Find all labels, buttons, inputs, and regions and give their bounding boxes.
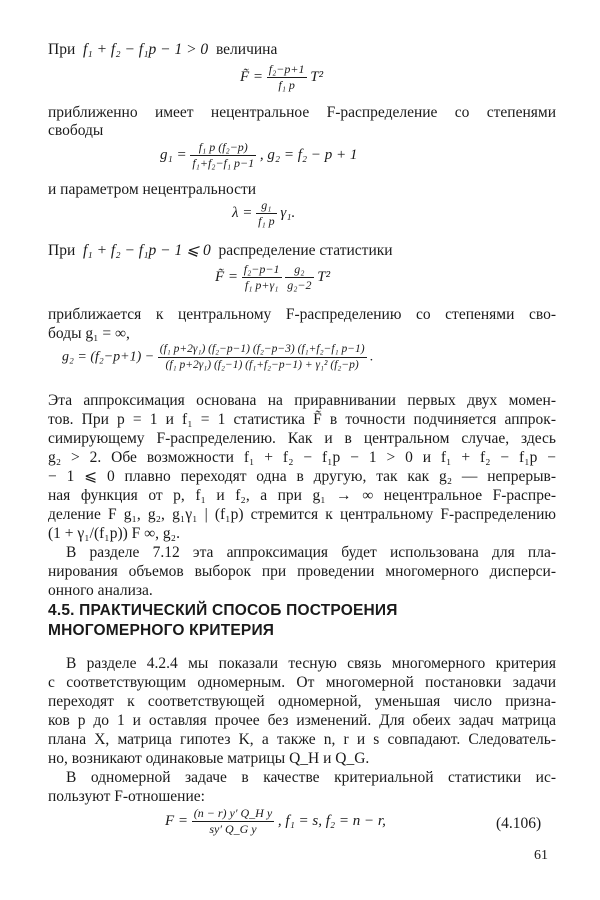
paragraph-line: В одномерной задаче в качестве критериальной статистики ис- (66, 769, 556, 786)
formula-g1: g₁ = $\frac{\text{f₁ p (f₂−p)}}{\text{f₁+f₂−f₁ p−1}}$ , g₂ = f₂ − p + 1 (160, 140, 358, 170)
paragraph-line: Эта аппроксимация основана на приравнивании первых двух момен- (48, 392, 556, 409)
paragraph-line: пользуют F-отношение: (48, 788, 205, 805)
paragraph-line: ков p до 1 и оставляя прочее без изменений. Для обеих задач матрица (48, 712, 556, 729)
paragraph-line: плана X, матрица гипотез K, а также n, r и s совпадают. Следователь- (48, 731, 556, 748)
paragraph-line: онного анализа. (48, 582, 153, 599)
formula-F-ratio: F = $\frac{\text{(n − r) y′ Q\_H y}}{\text{sy′ Q\_G y}}$ , f₁ = s, f₂ = n − r, (165, 806, 386, 836)
paragraph-line: симирующему F-распределению. Как и в центральном случае, здесь (48, 430, 556, 447)
paragraph-line: приближенно имеет нецентральное F-распределение со степенями (48, 104, 556, 121)
formula-g2-long: g₂ = (f₂−p+1) − $\frac{\text{(f₁ p+2γ₁) (f₂−p−1) (f₂−p−3) (f₁+f₂−f₁ p−1)}}{\text{(f₁ p+2γ₁) (f₂−1) (f₁+f₂−p−1) + γ₁² (f₂−p)}}$ . (62, 343, 374, 371)
paragraph-line: ная функция от p, f₁ и f₂, а при g₁ → ∞ нецентральное F-распре- (48, 487, 556, 504)
paragraph-line: с соответствующим одномерным. От многомерной постановки задачи (48, 674, 556, 691)
section-heading: 4.5. ПРАКТИЧЕСКИЙ СПОСОБ ПОСТРОЕНИЯ (48, 602, 398, 619)
paragraph-line: При f₁ + f₂ − f₁p − 1 ⩽ 0 распределение статистики (48, 242, 393, 259)
paragraph-line: В разделе 7.12 эта аппроксимация будет использована для пла- (66, 544, 556, 561)
paragraph-line: но, возникают одинаковые матрицы Q_H и Q_G. (48, 750, 370, 767)
paragraph-line: приближается к центральному F-распределению со степенями сво- (48, 306, 556, 323)
paragraph-line: переходят к соответствующей одномерной, уменьшая число призна- (48, 693, 556, 710)
paragraph-line: тов. При p = 1 и f₁ = 1 статистика F̃ в точности подчиняется аппрок- (48, 411, 556, 428)
paragraph-line: боды g₁ = ∞, (48, 325, 130, 342)
page-number: 61 (534, 848, 548, 863)
formula-lambda: λ = $\frac{\text{g₁}}{\text{f₁ p}}$ γ₁. (232, 198, 296, 228)
paragraph-line: g₂ > 2. Обе возможности f₁ + f₂ − f₁p − 1 > 0 и f₁ + f₂ − f₁p − (48, 449, 556, 466)
paragraph-line: нирования объемов выборок при проведении многомерного дисперси- (48, 563, 556, 580)
paragraph-line: деление F g₁, g₂, g₁γ₁ | (f₁p) стремится к центральному F-распределению (48, 506, 556, 523)
paragraph-line: свободы (48, 122, 104, 139)
paragraph-line: и параметром нецентральности (48, 181, 257, 198)
paragraph-line: При f₁ + f₂ − f₁p − 1 > 0 величина (48, 41, 278, 58)
paragraph-line: − 1 ⩽ 0 плавно переходят одна в другую, так как g₂ — непрерыв- (48, 468, 556, 485)
formula-F-tilde-2: F̃ = $\frac{\text{f₂−p−1}}{\text{f₁ p+γ₁}}$ $\frac{\text{g₂}}{\text{g₂−2}}$ T² (215, 262, 331, 292)
paragraph-line: (1 + γ₁/(f₁p)) F ∞, g₂. (48, 525, 180, 542)
equation-number: (4.106) (496, 815, 542, 832)
section-heading: МНОГОМЕРНОГО КРИТЕРИЯ (48, 622, 275, 639)
paragraph-line: В разделе 4.2.4 мы показали тесную связь многомерного критерия (66, 655, 556, 672)
formula-F-tilde: F̃ = $\frac{\text{f₂−p+1}}{\text{f₁ p}}$ T² (240, 62, 324, 92)
